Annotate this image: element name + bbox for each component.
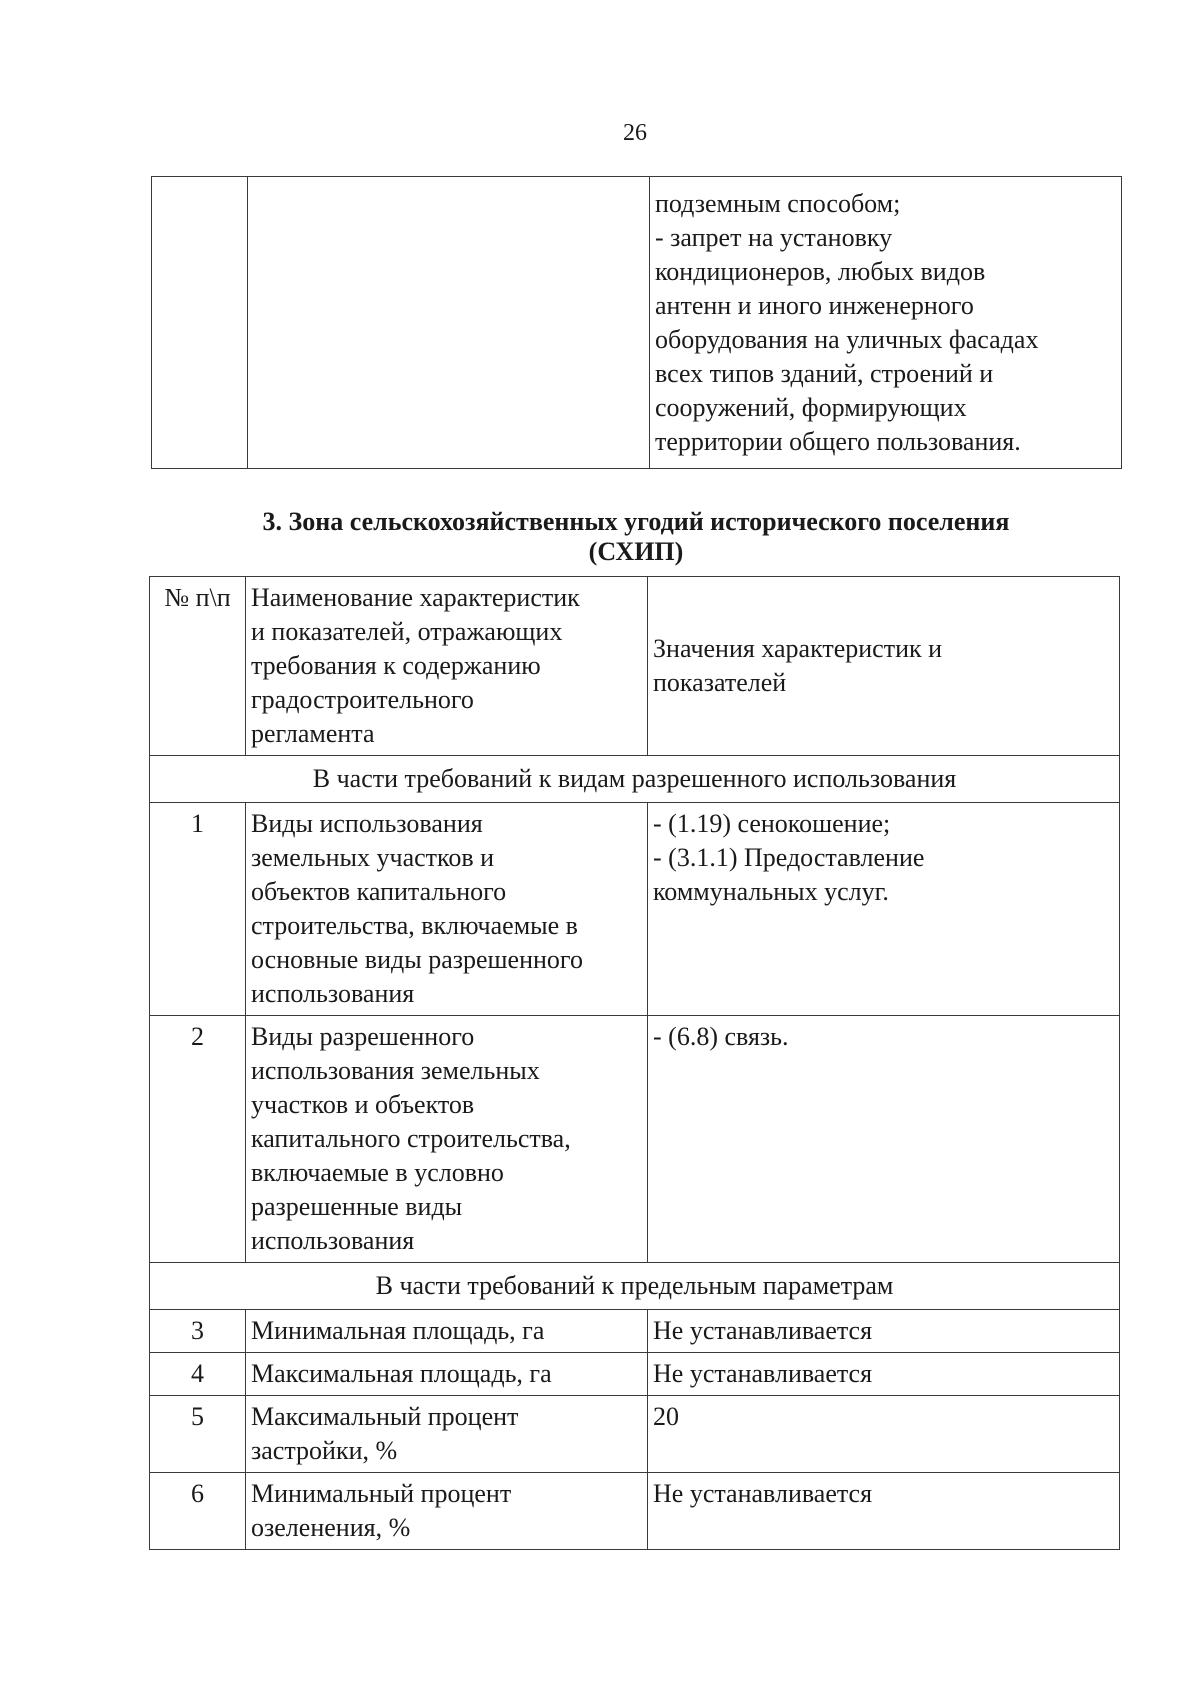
value-line: - (1.19) сенокошение;	[653, 809, 891, 838]
section-row-use	[150, 756, 1120, 803]
name-line: строительства, включаемые в	[251, 911, 578, 940]
table-row	[150, 1473, 1120, 1550]
name-line: разрешенные виды	[251, 1192, 463, 1221]
value-cell	[648, 1353, 1120, 1396]
table-row	[150, 1310, 1120, 1353]
value-line: кондиционеров, любых видов	[655, 257, 986, 286]
section-heading-line: 3. Зона сельскохозяйственных угодий исторического поселения	[262, 507, 1010, 536]
table-row	[150, 803, 1120, 1016]
regulation-table	[149, 576, 1120, 1550]
name-line: основные виды разрешенного	[251, 945, 583, 974]
value-cell	[648, 1396, 1120, 1473]
header-value-line: Значения характеристик и	[653, 634, 943, 663]
header-value-cell	[648, 577, 1120, 756]
name-cell	[246, 1016, 648, 1263]
continuation-table	[151, 176, 1122, 469]
value-line: - запрет на установку	[655, 223, 893, 252]
header-name-cell	[246, 577, 648, 756]
number-cell: 6	[150, 1473, 246, 1550]
name-line: использования	[251, 979, 415, 1008]
value-line: коммунальных услуг.	[653, 877, 889, 906]
value-cell	[650, 177, 1122, 469]
table-row	[150, 1353, 1120, 1396]
section-row-params	[150, 1263, 1120, 1310]
value-line: Не устанавливается	[653, 1316, 873, 1345]
name-line: Виды использования	[251, 809, 483, 838]
name-cell	[246, 1310, 648, 1353]
number-cell	[152, 177, 248, 469]
value-line: - (6.8) связь.	[653, 1022, 789, 1051]
value-cell	[648, 1016, 1120, 1263]
name-line: Минимальный процент	[251, 1479, 512, 1508]
value-line: 20	[653, 1402, 679, 1431]
section-title: В части требований к видам разрешенного использования	[150, 756, 1120, 803]
name-cell	[246, 1396, 648, 1473]
name-cell	[246, 1473, 648, 1550]
header-name-line: Наименование характеристик	[251, 583, 580, 612]
value-line: Не устанавливается	[653, 1359, 873, 1388]
number-cell: 1	[150, 803, 246, 1016]
table-row	[150, 1016, 1120, 1263]
name-line: застройки, %	[251, 1436, 398, 1465]
header-name-line: и показателей, отражающих	[251, 617, 563, 646]
name-line: Максимальная площадь, га	[251, 1359, 552, 1388]
name-line: использования	[251, 1226, 415, 1255]
table-row	[152, 177, 1122, 469]
header-name-line: требования к содержанию	[251, 651, 541, 680]
number-cell: 5	[150, 1396, 246, 1473]
section-heading-line: (СХИП)	[588, 537, 684, 566]
value-line: территории общего пользования.	[655, 427, 1021, 456]
name-cell	[246, 803, 648, 1016]
number-cell: 4	[150, 1353, 246, 1396]
name-cell	[246, 1353, 648, 1396]
value-cell	[648, 1473, 1120, 1550]
name-line: озеленения, %	[251, 1513, 411, 1542]
name-line: Максимальный процент	[251, 1402, 519, 1431]
number-cell: 2	[150, 1016, 246, 1263]
table-row	[150, 1396, 1120, 1473]
value-cell	[648, 1310, 1120, 1353]
name-line: использования земельных	[251, 1056, 540, 1085]
value-line: сооружений, формирующих	[655, 393, 967, 422]
section-title: В части требований к предельным параметрам	[150, 1263, 1120, 1310]
value-line: - (3.1.1) Предоставление	[653, 843, 925, 872]
header-row	[150, 577, 1120, 756]
name-line: участков и объектов	[251, 1090, 475, 1119]
header-number-cell: № п\п	[150, 577, 246, 756]
name-line: Виды разрешенного	[251, 1022, 475, 1051]
name-line: капитального строительства,	[251, 1124, 571, 1153]
value-line: подземным способом;	[655, 189, 901, 218]
value-line: оборудования на уличных фасадах	[655, 325, 1039, 354]
header-name-line: регламента	[251, 719, 375, 748]
name-line: объектов капитального	[251, 877, 507, 906]
name-line: Минимальная площадь, га	[251, 1316, 545, 1345]
name-cell	[248, 177, 650, 469]
value-line: антенн и иного инженерного	[655, 291, 974, 320]
name-line: земельных участков и	[251, 843, 495, 872]
value-line: всех типов зданий, строений и	[655, 359, 994, 388]
value-line: Не устанавливается	[653, 1479, 873, 1508]
section-heading	[151, 507, 1121, 567]
header-value-line: показателей	[653, 668, 787, 697]
page-number: 26	[623, 120, 647, 146]
name-line: включаемые в условно	[251, 1158, 504, 1187]
header-name-line: градостроительного	[251, 685, 474, 714]
value-cell	[648, 803, 1120, 1016]
number-cell: 3	[150, 1310, 246, 1353]
